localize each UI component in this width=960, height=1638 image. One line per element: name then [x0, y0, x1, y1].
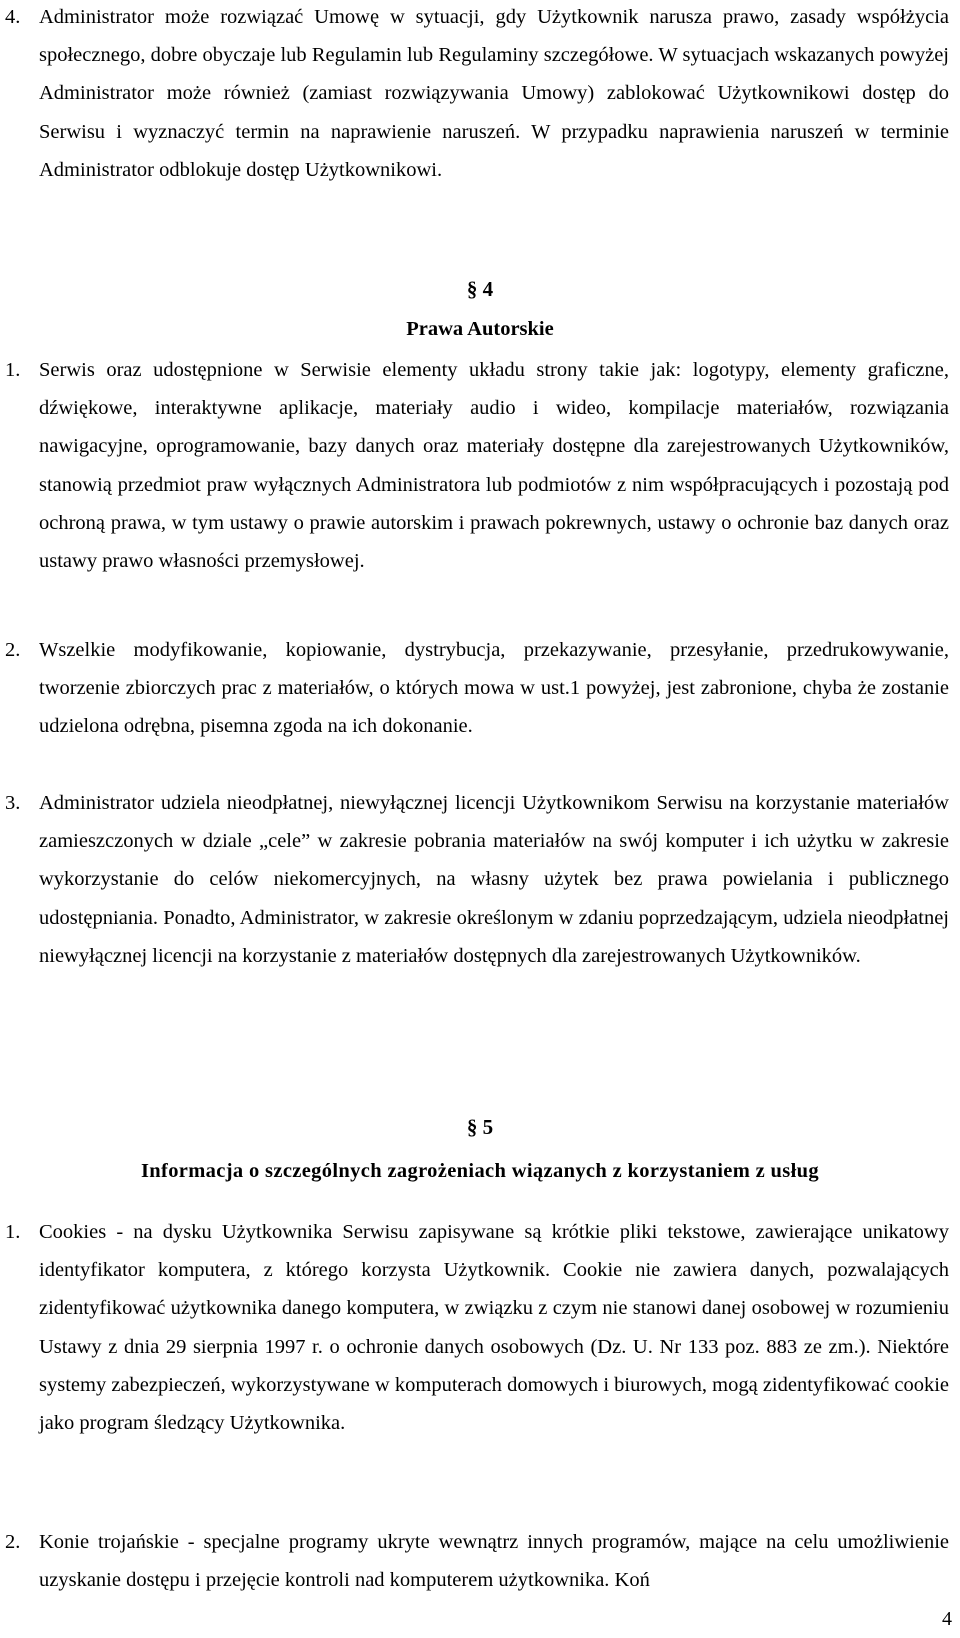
section-4-paragraph-3: [5, 784, 949, 975]
paragraph-number: 1.: [5, 359, 21, 381]
paragraph-termination: [5, 0, 949, 189]
paragraph-number: 3.: [5, 792, 21, 814]
paragraph-text: Wszelkie modyfikowanie, kopiowanie, dystrybucja, przekazywanie, przesyłanie, przedrukowywanie, tworzenie zbiorczych prac z materiałów, o których mowa w ust.1 powyżej, jest zabronione, chyba że zostanie udzielona odrębna, pisemna zgoda na ich dokonanie.: [39, 639, 949, 738]
paragraph-number: 1.: [5, 1221, 21, 1243]
paragraph-number: 4.: [5, 6, 21, 28]
section-4-heading: § 4: [466, 277, 494, 301]
section-4-paragraph-2: [5, 631, 949, 746]
section-5-paragraph-1: [5, 1213, 949, 1442]
section-4-title: Prawa Autorskie: [406, 318, 554, 340]
paragraph-text: Konie trojańskie - specjalne programy ukryte wewnątrz innych programów, mające na celu umożliwienie uzyskanie dostępu i przejęcie kontroli nad komputerem użytkownika. Koń: [39, 1531, 949, 1592]
section-4-paragraph-1: [5, 351, 949, 580]
section-5-heading: § 5: [466, 1115, 494, 1139]
paragraph-text: Cookies - na dysku Użytkownika Serwisu zapisywane są krótkie pliki tekstowe, zawierające unikatowy identyfikator komputera, z którego korzysta Użytkownik. Cookie nie zawiera danych, pozwalających zidentyfikować użytkownika danego komputera, w związku z czym nie stanowi danej osobowej w rozumieniu Ustawy z dnia 29 sierpnia 1997 r. o ochronie danych osobowych (Dz. U. Nr 133 poz. 883 ze zm.). Niektóre systemy zabezpieczeń, wykorzystywane w komputerach domowych i biurowych, mogą zidentyfikować cookie jako program śledzący Użytkownika.: [39, 1221, 949, 1435]
paragraph-number: 2.: [5, 639, 21, 661]
paragraph-text: Administrator udziela nieodpłatnej, niewyłącznej licencji Użytkownikom Serwisu na korzystanie materiałów zamieszczonych w dziale „cele” w zakresie pobrania materiałów na swój komputer i ich użytku w zakresie wykorzystanie do celów niekomercyjnych, na własny użytek bez prawa powielania i publicznego udostępniania. Ponadto, Administrator, w zakresie określonym w zdaniu poprzedzającym, udziela nieodpłatnej niewyłącznej licencji na korzystanie z materiałów dostępnych dla zarejestrowanych Użytkowników.: [39, 792, 949, 967]
section-5-title: Informacja o szczególnych zagrożeniach wiązanych z korzystaniem z usług: [140, 1160, 820, 1182]
paragraph-text: Administrator może rozwiązać Umowę w sytuacji, gdy Użytkownik narusza prawo, zasady współżycia społecznego, dobre obyczaje lub Regulamin lub Regulaminy szczegółowe. W sytuacjach wskazanych powyżej Administrator może również (zamiast rozwiązywania Umowy) zablokować Użytkownikowi dostęp do Serwisu i wyznaczyć termin na naprawienie naruszeń. W przypadku naprawienia naruszeń w terminie Administrator odblokuje dostęp Użytkownikowi.: [39, 6, 949, 181]
page-number: 4: [942, 1608, 952, 1630]
paragraph-number: 2.: [5, 1531, 21, 1553]
paragraph-text: Serwis oraz udostępnione w Serwisie elementy układu strony takie jak: logotypy, elementy graficzne, dźwiękowe, interaktywne aplikacje, materiały audio i wideo, kompilacje materiałów, rozwiązania nawigacyjne, oprogramowanie, bazy danych oraz materiały dostępne dla zarejestrowanych Użytkowników, stanowią przedmiot praw wyłącznych Administratora lub podmiotów z nim współpracujących i pozostają pod ochroną prawa, w tym ustawy o prawie autorskim i prawach pokrewnych, ustawy o ochronie baz danych oraz ustawy prawo własności przemysłowej.: [39, 359, 949, 573]
section-5-paragraph-2: [5, 1523, 949, 1599]
